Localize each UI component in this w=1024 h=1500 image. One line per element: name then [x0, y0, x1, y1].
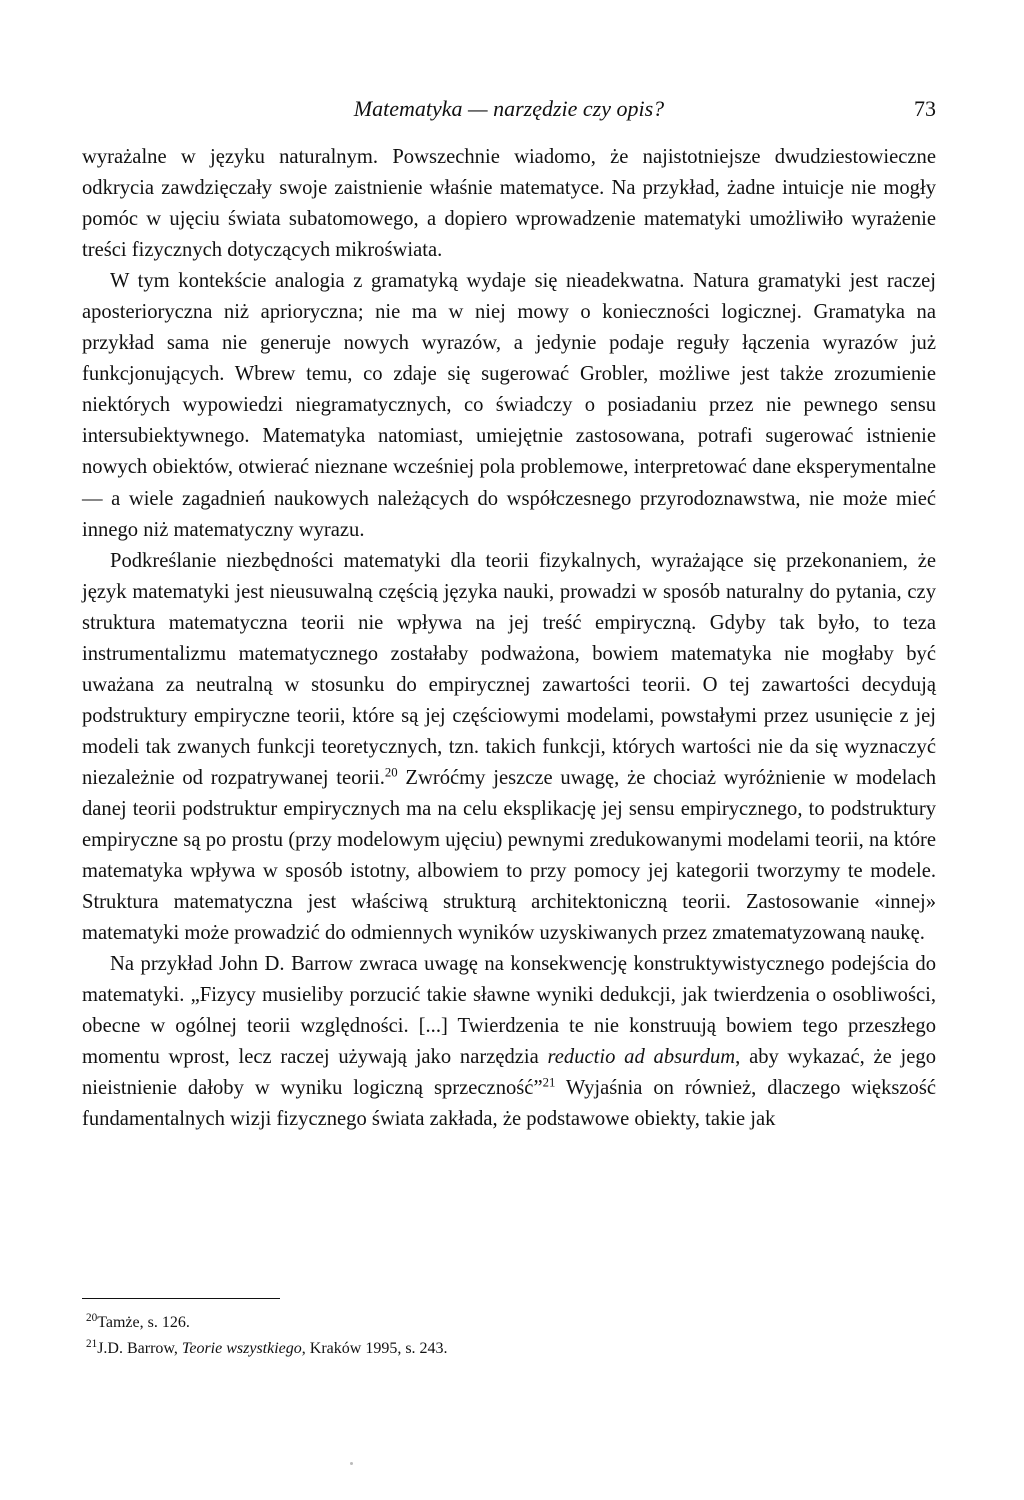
footnotes — [86, 1310, 936, 1362]
paragraph-4-text-b: , aby wykazać, że jego nieistnienie dałoby w wyniku logiczną sprzeczność” — [82, 1046, 936, 1100]
paragraph-4-text-c: Wyjaśnia on również, dlaczego większość fundamentalnych wizji fizycznego świata zakłada, że podstawowe obiekty, takie jak — [82, 1077, 936, 1131]
paragraph-4-italic: reductio ad absurdum — [547, 1046, 736, 1069]
paragraph-3-text-b: Zwróćmy jeszcze uwagę, że chociaż wyróżnienie w modelach danej teorii podstruktur empirycznych ma na celu eksplikację jej sensu empirycznego, to podstruktury empiryczne są po prostu (przy modelowym ujęciu) pewnymi zredukowanymi modelami teorii, na które matematyka wpływa w sposób istotny, albowiem to przy pomocy jej kategorii tworzymy te modele. Struktura matematyczna jest właściwą strukturą architektoniczną teorii. Zastosowanie «innej» matematyki może prowadzić do odmiennych wyników uzyskiwanych przez zmatematyzowaną naukę. — [82, 766, 936, 945]
footnote-21-mark: 21 — [86, 1337, 98, 1350]
footnote-21 — [86, 1336, 936, 1362]
footnote-20 — [86, 1310, 936, 1336]
scan-speck — [350, 1462, 353, 1465]
paragraph-3 — [82, 546, 936, 950]
footnote-21-text-post: , Kraków 1995, s. 243. — [301, 1340, 448, 1357]
footnote-divider — [82, 1298, 280, 1299]
footnote-20-mark: 20 — [86, 1311, 98, 1324]
paragraph-4-text-a: Na przykład John D. Barrow zwraca uwagę na konsekwencję konstruktywistycznego podejścia do matematyki. „Fizycy musieliby porzucić takie sławne wyniki dedukcji, jak twierdzenia o osobliwości, obecne w ogólnej teorii względności. [...] Twierdzenia te nie konstruują bowiem tego przeszłego momentu wprost, lecz raczej używają jako narzędzia — [82, 953, 936, 1069]
footnote-20-text: Tamże, s. 126. — [97, 1314, 190, 1331]
paragraph-2: W tym kontekście analogia z gramatyką wydaje się nieadekwatna. Natura gramatyki jest raczej aposterioryczna niż aprioryczna; nie ma w niej mowy o konieczności logicznej. Gramatyka na przykład sama nie generuje nowych wyrazów, a jedynie podaje reguły łączenia wyrazów już funkcjonujących. Wbrew temu, co zdaje się sugerować Grobler, możliwe jest także zrozumienie niektórych wypowiedzi niegramatycznych, co świadczy o posiadaniu przez nie pewnego sensu intersubiektywnego. Matematyka natomiast, umiejętnie zastosowana, potrafi sugerować istnienie nowych obiektów, otwierać nieznane wcześniej pola problemowe, interpretować dane eksperymentalne — a wiele zagadnień naukowych należących do współczesnego przyrodoznawstwa, nie może mieć innego niż matematyczny wyrazu. — [82, 270, 936, 541]
body-text — [82, 142, 936, 1136]
paragraph-1: wyrażalne w języku naturalnym. Powszechnie wiadomo, że najistotniejsze dwudziestowieczne odkrycia zawdzięczały swoje zaistnienie właśnie matematyce. Na przykład, żadne intuicje nie mogły pomóc w ujęciu świata subatomowego, a dopiero wprowadzenie matematyki umożliwiło wyrażenie treści fizycznych dotyczących mikroświata. — [82, 146, 936, 262]
paragraph-3-text-a: Podkreślanie niezbędności matematyki dla teorii fizykalnych, wyrażające się przekonaniem, że język matematyki jest nieusuwalną częścią języka nauki, prowadzi w sposób naturalny do pytania, czy struktura matematyczna teorii nie wpływa na jej treść empiryczną. Gdyby tak było, to teza instrumentalizmu matematycznego zostałaby podważona, bowiem matematyka nie mogłaby być uważana za neutralną w stosunku do empirycznej zawartości teorii. O tej zawartości decydują podstruktury empiryczne teorii, które są jej częściowymi modelami, powstałymi przez usunięcie z jej modeli tak zwanych funkcji teoretycznych, tzn. takich funkcji, których wartości nie da się wyznaczyć niezależnie od rozpatrywanej teorii. — [82, 549, 936, 789]
page-number: 73 — [914, 96, 936, 121]
footnote-ref-21: 21 — [542, 1075, 556, 1090]
paragraph-4 — [82, 949, 936, 1135]
footnote-21-text-pre: J.D. Barrow, — [97, 1340, 182, 1357]
running-title: Matematyka — narzędzie czy opis? — [353, 96, 665, 121]
page-header — [82, 96, 936, 128]
footnote-ref-20: 20 — [384, 765, 398, 780]
footnote-21-title: Teorie wszystkiego — [181, 1340, 302, 1357]
